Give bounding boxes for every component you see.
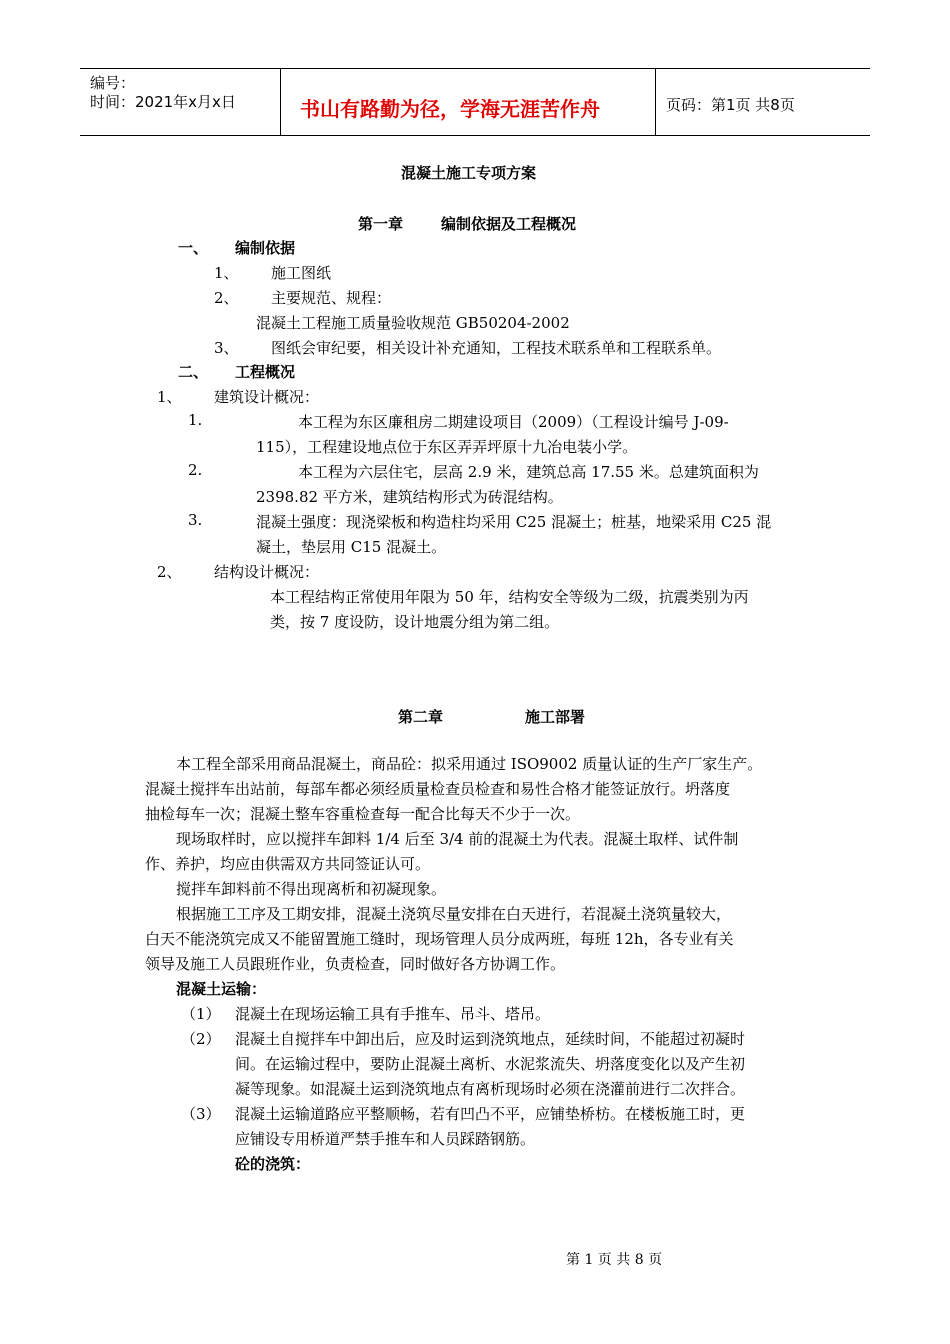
header-top-rule [80, 68, 870, 69]
header-date-label: 时间：2021年x月x日 [90, 93, 236, 111]
struct-title: 结构设计概况： [214, 563, 320, 581]
header-divider-left [280, 68, 281, 136]
arch-title: 建筑设计概况： [214, 388, 320, 406]
transport-1-line1: 混凝土在现场运输工具有手推车、吊斗、塔吊。 [235, 1005, 551, 1023]
section2-title: 工程概况 [235, 363, 296, 381]
para2-line2: 作、养护，均应由供需双方共同签证认可。 [145, 855, 431, 873]
arch-item-2-number: 2. [188, 461, 203, 479]
section2-number: 二、 [178, 363, 209, 381]
basis-1-text: 施工图纸 [271, 264, 332, 282]
transport-2-line3: 凝等现象。如混凝土运到浇筑地点有离析现场时必须在浇灌前进行二次拌合。 [235, 1080, 746, 1098]
transport-3-line1: 混凝土运输道路应平整顺畅，若有凹凸不平，应铺垫桥枋。在楼板施工时，更 [235, 1105, 746, 1123]
para1-line2: 混凝土搅拌车出站前，每部车都必须经质量检查员检查和易性合格才能签证放行。坍落度 [145, 780, 731, 798]
arch-item-3-line1: 混凝土强度：现浇梁板和构造柱均采用 C25 混凝土；桩基，地梁采用 C25 混 [256, 513, 772, 531]
para4-line1: 根据施工工序及工期安排，混凝土浇筑尽量安排在白天进行，若混凝土浇筑量较大， [176, 905, 732, 923]
transport-2-line1: 混凝土自搅拌车中卸出后，应及时运到浇筑地点，延续时间，不能超过初凝时 [235, 1030, 746, 1048]
para2-line1: 现场取样时，应以搅拌车卸料 1/4 后至 3/4 前的混凝土为代表。混凝土取样、试件制 [176, 830, 739, 848]
header-bottom-rule [80, 135, 870, 136]
arch-item-1-line2: 115），工程建设地点位于东区弄弄坪原十九冶电装小学。 [256, 438, 638, 456]
chapter1-title: 编制依据及工程概况 [441, 215, 577, 233]
transport-title: 混凝土运输： [176, 980, 267, 998]
para3: 搅拌车卸料前不得出现离析和初凝现象。 [176, 880, 447, 898]
struct-text-line2: 类，按 7 度设防，设计地震分组为第二组。 [270, 613, 560, 631]
header-page-label: 页码：第1页 共8页 [666, 96, 795, 114]
transport-2-number: （2） [181, 1030, 221, 1048]
document-title: 混凝土施工专项方案 [401, 164, 537, 182]
transport-2-line2: 间。在运输过程中，要防止混凝土离析、水泥浆流失、坍落度变化以及产生初 [235, 1055, 746, 1073]
chapter2-number: 第二章 [398, 708, 444, 726]
basis-2-text: 主要规范、规程： [271, 289, 392, 307]
transport-3-line2: 应铺设专用桥道严禁手推车和人员踩踏钢筋。 [235, 1130, 536, 1148]
para1-line1: 本工程全部采用商品混凝土，商品砼：拟采用通过 ISO9002 质量认证的生产厂家生产。 [176, 755, 763, 773]
para4-line3: 领导及施工人员跟班作业，负责检查，同时做好各方协调工作。 [145, 955, 566, 973]
basis-2-subtext: 混凝土工程施工质量验收规范 GB50204-2002 [256, 314, 570, 332]
arch-item-3-line2: 凝土，垫层用 C15 混凝土。 [256, 538, 447, 556]
header-divider-right [655, 68, 656, 136]
struct-text-line1: 本工程结构正常使用年限为 50 年，结构安全等级为二级，抗震类别为丙 [270, 588, 749, 606]
chapter2-title: 施工部署 [525, 708, 586, 726]
page-footer: 第 1 页 共 8 页 [566, 1252, 663, 1268]
struct-number: 2、 [157, 563, 182, 581]
transport-3-number: （3） [181, 1105, 221, 1123]
arch-item-1-line1: 本工程为东区廉租房二期建设项目（2009）（工程设计编号 J-09- [298, 413, 729, 431]
arch-item-1-number: 1. [188, 411, 203, 429]
arch-number: 1、 [157, 388, 182, 406]
chapter1-number: 第一章 [358, 215, 404, 233]
basis-3-number: 3、 [214, 339, 239, 357]
para4-line2: 白天不能浇筑完成又不能留置施工缝时，现场管理人员分成两班，每班 12h，各专业有关 [145, 930, 734, 948]
basis-2-number: 2、 [214, 289, 239, 307]
section1-title: 编制依据 [235, 239, 296, 257]
header-number-label: 编号： [90, 74, 136, 92]
basis-1-number: 1、 [214, 264, 239, 282]
basis-3-text: 图纸会审纪要，相关设计补充通知，工程技术联系单和工程联系单。 [271, 339, 722, 357]
pour-title: 砼的浇筑： [235, 1155, 311, 1173]
section1-number: 一、 [178, 239, 209, 257]
transport-1-number: （1） [181, 1005, 221, 1023]
header-motto: 书山有路勤为径，学海无涯苦作舟 [300, 97, 600, 121]
arch-item-3-number: 3. [188, 511, 203, 529]
para1-line3: 抽检每车一次；混凝土整车容重检查每一配合比每天不少于一次。 [145, 805, 581, 823]
arch-item-2-line2: 2398.82 平方米，建筑结构形式为砖混结构。 [256, 488, 563, 506]
arch-item-2-line1: 本工程为六层住宅，层高 2.9 米，建筑总高 17.55 米。总建筑面积为 [298, 463, 759, 481]
